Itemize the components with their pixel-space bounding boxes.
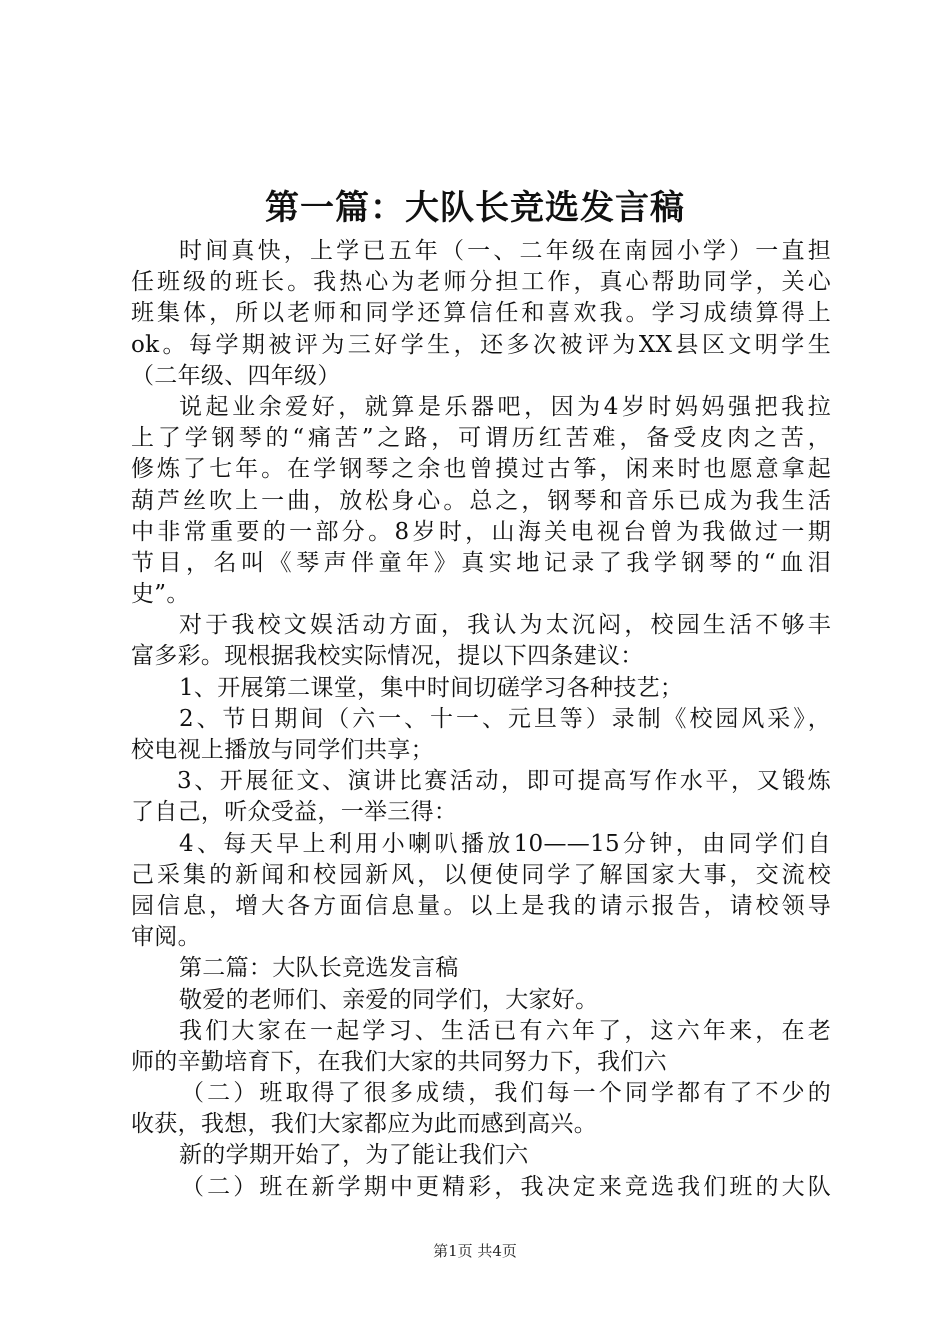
text-line: 校电视上播放与同学们共享； [131, 737, 434, 763]
text-line: 任班级的班长。我热心为老师分担工作，真心帮助同学，关心 [131, 269, 831, 296]
text-line: （二）班在新学期中更精彩，我决定来竞选我们班的大队 [181, 1173, 831, 1200]
text-line: 敬爱的老师们、亲爱的同学们，大家好。 [179, 986, 599, 1013]
text-line: 收获，我想，我们大家都应为此而感到高兴。 [131, 1111, 597, 1138]
document-title: 第一篇：大队长竞选发言稿 [265, 188, 685, 228]
text-line: 对于我校文娱活动方面，我认为太沉闷，校园生活不够丰 [179, 612, 831, 639]
text-line: 葫芦丝吹上一曲，放松身心。总之，钢琴和音乐已成为我生活 [131, 487, 831, 514]
page-number: 第1页 共4页 [433, 1242, 517, 1260]
text-line: 1、开展第二课堂，集中时间切磋学习各种技艺； [179, 674, 684, 701]
text-line: 园信息，增大各方面信息量。以上是我的请示报告，请校领导 [131, 892, 831, 919]
text-line: 4、每天早上利用小喇叭播放10——15分钟，由同学们自 [179, 830, 831, 857]
text-line: 班集体，所以老师和同学还算信任和喜欢我。学习成绩算得上 [131, 300, 831, 327]
text-line: 说起业余爱好，就算是乐器吧，因为4岁时妈妈强把我拉 [179, 393, 831, 420]
text-line: 审阅。 [131, 924, 201, 951]
text-line: 史”。 [131, 581, 190, 608]
text-line: 己采集的新闻和校园新风，以便使同学了解国家大事，交流校 [131, 861, 831, 888]
text-line: 上了学钢琴的“痛苦”之路，可谓历红苦难，备受皮肉之苦， [131, 425, 831, 452]
text-line: 2、节日期间（六一、十一、元旦等）录制《校园风采》， [179, 705, 831, 732]
text-line: 3、开展征文、演讲比赛活动，即可提高写作水平，又锻炼 [177, 768, 831, 795]
text-line: 富多彩。现根据我校实际情况，提以下四条建议： [131, 643, 644, 670]
text-line: 了自己，听众受益，一举三得： [131, 799, 458, 826]
text-line: 第二篇：大队长竞选发言稿 [179, 955, 459, 982]
text-line: 师的辛勤培育下，在我们大家的共同努力下，我们六 [131, 1048, 667, 1075]
text-line: ok。每学期被评为三好学生，还多次被评为XX县区文明学生 [131, 331, 831, 358]
text-line: 节目，名叫《琴声伴童年》真实地记录了我学钢琴的“血泪 [131, 549, 831, 576]
text-line: （二）班取得了很多成绩，我们每一个同学都有了不少的 [181, 1080, 831, 1107]
text-line: 新的学期开始了，为了能让我们六 [179, 1142, 529, 1169]
text-line: 我们大家在一起学习、生活已有六年了，这六年来，在老 [179, 1017, 831, 1044]
text-line: （二年级、四年级） [131, 362, 341, 389]
text-line: 中非常重要的一部分。8岁时，山海关电视台曾为我做过一期 [131, 518, 831, 545]
text-line: 修炼了七年。在学钢琴之余也曾摸过古筝，闲来时也愿意拿起 [131, 456, 831, 483]
document-body [131, 236, 831, 1203]
text-line: 时间真快，上学已五年（一、二年级在南园小学）一直担 [179, 238, 831, 264]
